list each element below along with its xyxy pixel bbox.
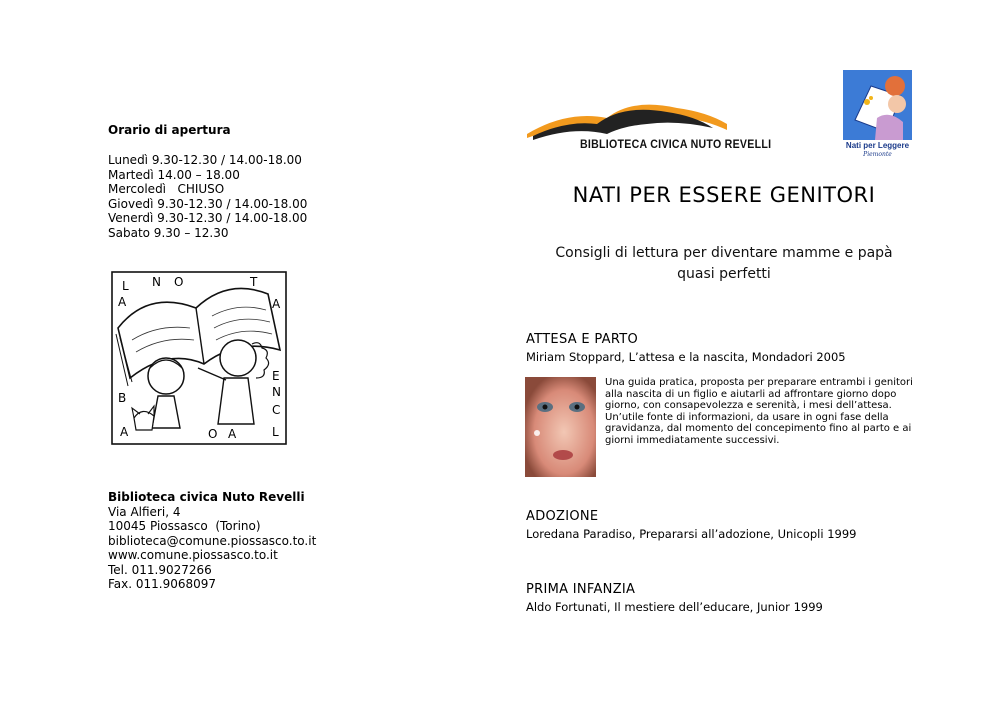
- illus-letter: A: [118, 295, 127, 309]
- section-heading-prima-infanzia: PRIMA INFANZIA: [526, 582, 636, 597]
- page-subtitle: [526, 243, 922, 285]
- fax-line: Fax. 011.9068097: [108, 577, 217, 591]
- illus-letter: B: [118, 391, 127, 405]
- illus-letter: A: [228, 427, 237, 441]
- page-title: NATI PER ESSERE GENITORI: [572, 183, 876, 207]
- hours-line: Giovedì 9.30-12.30 / 14.00-18.00: [108, 196, 308, 211]
- book-description: Una guida pratica, proposta per preparare entrambi i genitori alla nascita di un figlio e aiutarli ad affrontare giorno dopo giorno, con consapevolezza e serenità, i mesi dell’attesa. Un’utile fonte di informazioni, da usare in ogni fase della gravidanza, dal momento del concepimento fino al parto e ai giorni immediatamente successivi.: [605, 377, 913, 446]
- address-line: 10045 Piossasco (Torino): [108, 519, 261, 533]
- illus-letter: E: [272, 369, 280, 383]
- library-name: Biblioteca civica Nuto Revelli: [108, 490, 305, 504]
- npl-logo-text: Nati per Leggere: [845, 141, 910, 150]
- opening-hours-title: Orario di apertura: [108, 123, 231, 137]
- book-reference: Loredana Paradiso, Prepararsi all’adozione, Unicopli 1999: [526, 527, 857, 541]
- illus-letter: A: [272, 297, 281, 311]
- address-line: Via Alfieri, 4: [108, 504, 181, 519]
- email-link[interactable]: biblioteca@comune.piossasco.to.it: [108, 533, 317, 548]
- book-reference: Miriam Stoppard, L’attesa e la nascita, Mondadori 2005: [526, 350, 846, 364]
- library-logo-text: BIBLIOTECA CIVICA NUTO REVELLI: [580, 139, 772, 151]
- book-cover-image: [525, 377, 596, 477]
- library-contact: [108, 490, 316, 592]
- illus-letter: A: [120, 425, 129, 439]
- hours-line: Sabato 9.30 – 12.30: [108, 225, 229, 240]
- illus-letter: L: [122, 279, 129, 293]
- section-heading-adozione: ADOZIONE: [526, 509, 599, 524]
- section-heading-attesa: ATTESA E PARTO: [526, 332, 638, 347]
- phone-line: Tel. 011.9027266: [108, 562, 212, 577]
- illus-letter: N: [152, 275, 161, 289]
- website-link[interactable]: www.comune.piossasco.to.it: [108, 548, 278, 562]
- reading-children-illustration: [108, 268, 290, 448]
- subtitle-line: quasi perfetti: [677, 266, 771, 282]
- hours-line: Lunedì 9.30-12.30 / 14.00-18.00: [108, 153, 302, 167]
- illus-letter: C: [272, 403, 281, 417]
- hours-line: Martedì 14.00 – 18.00: [108, 167, 240, 182]
- illus-letter: O: [208, 427, 218, 441]
- illus-letter: O: [174, 275, 184, 289]
- hours-line: Mercoledì CHIUSO: [108, 182, 225, 196]
- illus-letter: N: [272, 385, 281, 399]
- opening-hours-list: [108, 153, 307, 240]
- subtitle-line: Consigli di lettura per diventare mamme e papà: [555, 245, 893, 261]
- book-reference: Aldo Fortunati, Il mestiere dell’educare, Junior 1999: [526, 600, 823, 614]
- npl-logo-subtext: Piemonte: [863, 151, 892, 158]
- illus-letter: T: [250, 275, 258, 289]
- hours-line: Venerdì 9.30-12.30 / 14.00-18.00: [108, 211, 308, 225]
- illus-letter: L: [272, 425, 279, 439]
